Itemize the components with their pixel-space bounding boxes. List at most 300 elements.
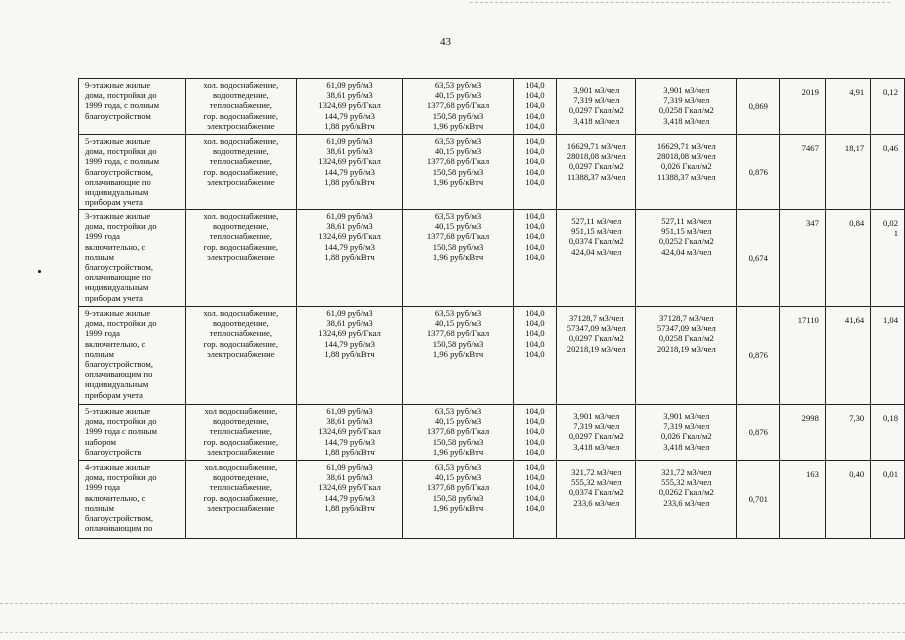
value-2-cell [871, 307, 905, 405]
tariff-indexed-line: 1,96 руб/кВтч [432, 120, 484, 131]
tariff-indexed-line: 40,15 руб/м3 [434, 318, 482, 329]
norm-new-line: 0,026 Гкал/м2 [660, 161, 712, 172]
scan-artifact-bottom [0, 603, 905, 604]
norm-new-line: 28018,08 м3/чел [656, 151, 716, 162]
tariff-indexed-cell [403, 307, 513, 405]
tariff-base-cell [296, 210, 403, 307]
building-description-line: 9-этажные жилые [85, 80, 151, 90]
index-percent-line: 104,0 [525, 482, 545, 493]
tariff-base-cell [296, 135, 403, 210]
building-description-line: 5-этажные жилые [85, 136, 151, 146]
value-1-cell [825, 135, 870, 210]
value-2: 1,04 [882, 315, 898, 325]
table-row [79, 307, 905, 405]
coefficient-cell [737, 461, 780, 539]
norm-new-line: 321,72 м3/чел [661, 467, 712, 477]
norm-new-line: 951,15 м3/чел [661, 226, 712, 237]
building-description-line: 1999 года, с полным [85, 156, 160, 167]
norm-base-cell [557, 135, 636, 210]
coefficient: 0,876 [748, 350, 768, 361]
services-list-line: электроснабжение [207, 251, 275, 262]
norm-base-line: 424,04 м3/чел [571, 246, 622, 257]
index-percent-line: 104,0 [525, 308, 545, 318]
norm-base-line: 3,901 м3/чел [573, 411, 620, 421]
page-number: 43 [440, 36, 451, 48]
tariff-base-cell [296, 307, 403, 405]
building-description-cell [79, 461, 186, 539]
norm-new-line: 3,901 м3/чел [663, 411, 710, 421]
value-1-cell [825, 461, 870, 539]
building-description-line: включительно, с [85, 338, 146, 349]
building-description-line: 3-этажные жилые [85, 211, 151, 221]
index-percent-line: 104,0 [525, 462, 545, 472]
value-1: 41,64 [844, 315, 865, 325]
norm-base-line: 3,418 м3/чел [573, 115, 620, 126]
services-list-line: гор. водоснабжение, [203, 492, 278, 503]
services-list-line: водоотведение, [212, 146, 269, 157]
building-description-cell [79, 307, 186, 405]
tariff-table [78, 78, 905, 539]
tariff-base-line: 61,09 руб/м3 [326, 211, 373, 221]
building-description-line: полным [85, 348, 114, 359]
resident-count-cell [780, 461, 825, 539]
building-description-line: приборам учета [85, 292, 143, 303]
tariff-base-line: 1324,69 руб/Гкал [318, 156, 381, 167]
index-percent-line: 104,0 [525, 176, 545, 187]
tariff-base-line: 1324,69 руб/Гкал [318, 482, 381, 493]
index-percent-line: 104,0 [525, 80, 545, 90]
norm-new-line: 37128,7 м3/чел [658, 313, 714, 323]
resident-count: 17110 [797, 315, 819, 325]
services-list-line: электроснабжение [207, 446, 275, 457]
services-list-line: теплоснабжение, [209, 328, 272, 339]
norm-base-line: 7,319 м3/чел [573, 421, 620, 432]
services-list-line: хол.водоснабжение, [204, 462, 278, 472]
resident-count: 2019 [801, 87, 819, 97]
norm-new-cell [636, 210, 737, 307]
norm-base-cell [557, 307, 636, 405]
index-percent-line: 104,0 [525, 502, 545, 513]
index-percent-line: 104,0 [525, 338, 545, 349]
index-percent-cell [513, 461, 556, 539]
tariff-indexed-line: 1,96 руб/кВтч [432, 446, 484, 457]
services-list-line: гор. водоснабжение, [203, 436, 278, 447]
index-percent-line: 104,0 [525, 318, 545, 329]
tariff-base-line: 1,88 руб/кВтч [324, 120, 375, 131]
services-list-line: водоотведение, [212, 318, 269, 329]
norm-base-cell [557, 461, 636, 539]
services-list-cell [185, 79, 296, 135]
norm-new-line: 7,319 м3/чел [663, 421, 710, 432]
tariff-indexed-line: 40,15 руб/м3 [434, 90, 482, 101]
resident-count: 7467 [801, 143, 819, 153]
tariff-base-line: 144,79 руб/м3 [324, 166, 375, 177]
value-1: 0,84 [849, 218, 865, 228]
tariff-base-line: 61,09 руб/м3 [326, 462, 373, 472]
tariff-indexed-line: 150,58 руб/м3 [432, 436, 484, 447]
building-description-line: 4-этажные жилые [85, 462, 151, 472]
value-1: 18,17 [844, 143, 865, 153]
table-row [79, 210, 905, 307]
value-1-cell [825, 307, 870, 405]
tariff-indexed-line: 150,58 руб/м3 [432, 241, 484, 252]
index-percent-line: 104,0 [525, 90, 545, 101]
tariff-indexed-line: 40,15 руб/м3 [434, 472, 482, 483]
tariff-indexed-line: 40,15 руб/м3 [434, 146, 482, 157]
index-percent-line: 104,0 [525, 100, 545, 111]
table-row [79, 79, 905, 135]
index-percent-line: 104,0 [525, 406, 545, 416]
norm-base-line: 11388,37 м3/чел [566, 171, 626, 182]
tariff-base-line: 1,88 руб/кВтч [324, 176, 375, 187]
building-description-line: 1999 года с полным [85, 426, 157, 437]
resident-count: 347 [805, 218, 819, 228]
value-1-cell [825, 210, 870, 307]
tariff-indexed-line: 63,53 руб/м3 [434, 308, 482, 318]
building-description-line: включительно, с [85, 241, 146, 252]
norm-base-line: 0,0297 Гкал/м2 [568, 105, 624, 116]
norm-new-line: 7,319 м3/чел [663, 95, 710, 106]
norm-new-line: 424,04 м3/чел [661, 246, 712, 257]
norm-base-line: 0,0297 Гкал/м2 [568, 431, 624, 442]
tariff-base-cell [296, 405, 403, 461]
value-2: 0,18 [882, 413, 898, 423]
norm-new-line: 3,418 м3/чел [663, 441, 710, 452]
norm-base-cell [557, 79, 636, 135]
norm-base-line: 20218,19 м3/чел [566, 343, 626, 354]
coefficient: 0,701 [748, 494, 768, 505]
norm-new-line: 0,0252 Гкал/м2 [658, 236, 714, 247]
tariff-base-line: 38,61 руб/м3 [326, 90, 373, 101]
index-percent-line: 104,0 [525, 472, 545, 483]
norm-base-line: 7,319 м3/чел [573, 95, 620, 106]
tariff-base-line: 1,88 руб/кВтч [324, 251, 375, 262]
norm-new-line: 3,901 м3/чел [663, 85, 710, 95]
scan-dot [38, 270, 41, 273]
value-1: 4,91 [849, 87, 865, 97]
value-2-cell [871, 79, 905, 135]
services-list-cell [185, 405, 296, 461]
tariff-base-line: 38,61 руб/м3 [326, 221, 373, 232]
services-list-cell [185, 210, 296, 307]
resident-count-cell [780, 210, 825, 307]
building-description-line: благоустройством, [85, 262, 153, 273]
index-percent-line: 104,0 [525, 416, 545, 427]
norm-new-line: 0,0258 Гкал/м2 [658, 333, 714, 344]
building-description-line: 1999 года [85, 231, 120, 242]
services-list-line: хол. водоснабжение, [203, 80, 279, 90]
building-description-line: оплачивающим по [85, 523, 153, 534]
building-description-line: дома, постройки до [85, 318, 157, 329]
coefficient-cell [737, 135, 780, 210]
tariff-indexed-line: 63,53 руб/м3 [434, 80, 482, 90]
tariff-indexed-line: 40,15 руб/м3 [434, 416, 482, 427]
tariff-indexed-line: 63,53 руб/м3 [434, 462, 482, 472]
building-description-line: оплачивающие по [85, 272, 151, 283]
services-list-cell [185, 307, 296, 405]
tariff-indexed-line: 40,15 руб/м3 [434, 221, 482, 232]
table-row [79, 405, 905, 461]
tariff-base-line: 61,09 руб/м3 [326, 80, 373, 90]
scan-artifact-bottom-2 [0, 632, 905, 633]
tariff-base-line: 38,61 руб/м3 [326, 416, 373, 427]
index-percent-line: 104,0 [525, 166, 545, 177]
norm-new-line: 20218,19 м3/чел [656, 343, 716, 354]
tariff-indexed-line: 1377,68 руб/Гкал [426, 328, 490, 339]
tariff-base-line: 1,88 руб/кВтч [324, 502, 375, 513]
building-description-line: благоустройств [85, 446, 142, 457]
building-description-cell [79, 405, 186, 461]
coefficient: 0,876 [748, 166, 768, 177]
index-percent-line: 104,0 [525, 436, 545, 447]
coefficient-cell [737, 405, 780, 461]
building-description-line: благоустройством, [85, 359, 153, 370]
building-description-line: 9-этажные жилые [85, 308, 151, 318]
table-row [79, 135, 905, 210]
tariff-indexed-cell [403, 79, 513, 135]
building-description-line: благоустройством [85, 110, 151, 121]
resident-count-cell [780, 307, 825, 405]
tariff-base-line: 1324,69 руб/Гкал [318, 328, 381, 339]
norm-base-line: 28018,08 м3/чел [566, 151, 626, 162]
index-percent-line: 104,0 [525, 241, 545, 252]
coefficient-cell [737, 307, 780, 405]
norm-base-line: 527,11 м3/чел [571, 216, 622, 226]
services-list-line: теплоснабжение, [209, 426, 272, 437]
building-description-line: дома, постройки до [85, 221, 157, 232]
norm-base-line: 951,15 м3/чел [571, 226, 622, 237]
tariff-indexed-cell [403, 405, 513, 461]
building-description-line: оплачивающие по [85, 176, 151, 187]
tariff-indexed-line: 1,96 руб/кВтч [432, 251, 484, 262]
tariff-base-line: 38,61 руб/м3 [326, 146, 373, 157]
index-percent-line: 104,0 [525, 136, 545, 146]
tariff-base-line: 144,79 руб/м3 [324, 110, 375, 121]
norm-base-cell [557, 210, 636, 307]
index-percent-line: 104,0 [525, 328, 545, 339]
coefficient-cell [737, 210, 780, 307]
tariff-indexed-line: 1,96 руб/кВтч [432, 176, 484, 187]
index-percent-cell [513, 405, 556, 461]
resident-count: 163 [805, 469, 819, 479]
norm-new-line: 57347,09 м3/чел [656, 323, 716, 334]
services-list-line: электроснабжение [207, 348, 275, 359]
tariff-indexed-line: 150,58 руб/м3 [432, 166, 484, 177]
norm-base-line: 57347,09 м3/чел [566, 323, 626, 334]
tariff-base-line: 38,61 руб/м3 [326, 472, 373, 483]
index-percent-line: 104,0 [525, 146, 545, 157]
norm-new-line: 0,0258 Гкал/м2 [658, 105, 714, 116]
index-percent-line: 104,0 [525, 492, 545, 503]
tariff-indexed-line: 1377,68 руб/Гкал [426, 231, 490, 242]
index-percent-line: 104,0 [525, 348, 545, 359]
tariff-indexed-line: 1377,68 руб/Гкал [426, 100, 490, 111]
building-description-line: приборам учета [85, 197, 143, 208]
resident-count: 2998 [801, 413, 819, 423]
services-list-line: гор. водоснабжение, [203, 338, 278, 349]
norm-new-cell [636, 405, 737, 461]
norm-new-cell [636, 79, 737, 135]
building-description-cell [79, 135, 186, 210]
norm-base-line: 16629,71 м3/чел [566, 141, 626, 151]
index-percent-line: 104,0 [525, 251, 545, 262]
norm-new-cell [636, 461, 737, 539]
services-list-line: хол. водоснабжение, [203, 308, 279, 318]
building-description-line: 1999 года, с полным [85, 100, 160, 111]
building-description-line: индивидуальным [85, 282, 149, 293]
norm-base-line: 3,418 м3/чел [573, 441, 620, 452]
norm-base-cell [557, 405, 636, 461]
index-percent-line: 104,0 [525, 221, 545, 232]
building-description-line: индивидуальным [85, 187, 149, 198]
tariff-base-line: 144,79 руб/м3 [324, 338, 375, 349]
tariff-indexed-line: 1377,68 руб/Гкал [426, 426, 490, 437]
services-list-line: гор. водоснабжение, [203, 166, 278, 177]
resident-count-cell [780, 135, 825, 210]
tariff-base-line: 38,61 руб/м3 [326, 318, 373, 329]
tariff-base-line: 144,79 руб/м3 [324, 241, 375, 252]
value-2: 0,01 [882, 469, 898, 479]
norm-base-line: 321,72 м3/чел [571, 467, 622, 477]
tariff-indexed-cell [403, 210, 513, 307]
building-description-line: полным [85, 502, 114, 513]
tariff-base-line: 1324,69 руб/Гкал [318, 426, 381, 437]
services-list-cell [185, 461, 296, 539]
building-description-line: полным [85, 251, 114, 262]
norm-new-line: 555,32 м3/чел [661, 477, 712, 488]
building-description-line: приборам учета [85, 389, 143, 400]
building-description-line: благоустройством, [85, 513, 153, 524]
value-1-cell [825, 405, 870, 461]
norm-base-line: 0,0374 Гкал/м2 [568, 236, 624, 247]
value-1-cell [825, 79, 870, 135]
norm-base-line: 0,0297 Гкал/м2 [568, 161, 624, 172]
services-list-line: электроснабжение [207, 502, 275, 513]
services-list-line: электроснабжение [207, 176, 275, 187]
services-list-line: водоотведение, [212, 472, 269, 483]
value-2-cell [871, 461, 905, 539]
building-description-cell [79, 210, 186, 307]
value-1: 0,40 [849, 469, 865, 479]
building-description-line: набором [85, 436, 116, 447]
tariff-indexed-line: 1,96 руб/кВтч [432, 348, 484, 359]
norm-base-line: 0,0297 Гкал/м2 [568, 333, 624, 344]
services-list-line: водоотведение, [212, 90, 269, 101]
services-list-line: хол. водоснабжение, [203, 136, 279, 146]
resident-count-cell [780, 405, 825, 461]
tariff-base-line: 1324,69 руб/Гкал [318, 100, 381, 111]
index-percent-line: 104,0 [525, 110, 545, 121]
tariff-base-line: 1,88 руб/кВтч [324, 446, 375, 457]
norm-new-line: 0,026 Гкал/м2 [660, 431, 712, 442]
value-2: 0,12 [882, 87, 898, 97]
building-description-line: благоустройством, [85, 166, 153, 177]
services-list-line: хол. водоснабжение, [203, 211, 279, 221]
services-list-line: водоотведение, [212, 221, 269, 232]
norm-new-line: 527,11 м3/чел [661, 216, 712, 226]
norm-base-line: 233,6 м3/чел [573, 497, 620, 508]
tariff-indexed-cell [403, 135, 513, 210]
index-percent-cell [513, 135, 556, 210]
tariff-base-line: 144,79 руб/м3 [324, 436, 375, 447]
tariff-base-cell [296, 461, 403, 539]
index-percent-cell [513, 210, 556, 307]
index-percent-line: 104,0 [525, 120, 545, 131]
services-list-line: водоотведение, [212, 416, 269, 427]
norm-new-line: 233,6 м3/чел [663, 497, 710, 508]
tariff-base-line: 61,09 руб/м3 [326, 308, 373, 318]
tariff-indexed-line: 150,58 руб/м3 [432, 110, 484, 121]
norm-base-line: 0,0374 Гкал/м2 [568, 487, 624, 498]
tariff-indexed-cell [403, 461, 513, 539]
norm-new-cell [636, 135, 737, 210]
norm-base-line: 3,901 м3/чел [573, 85, 620, 95]
coefficient: 0,876 [748, 427, 768, 438]
tariff-base-line: 1,88 руб/кВтч [324, 348, 375, 359]
services-list-line: гор. водоснабжение, [203, 241, 278, 252]
coefficient-cell [737, 79, 780, 135]
building-description-cell [79, 79, 186, 135]
tariff-indexed-line: 150,58 руб/м3 [432, 492, 484, 503]
value-2-cell [871, 135, 905, 210]
value-2-cell [871, 210, 905, 307]
resident-count-cell [780, 79, 825, 135]
building-description-line: дома, постройки до [85, 416, 157, 427]
index-percent-line: 104,0 [525, 446, 545, 457]
norm-new-line: 16629,71 м3/чел [656, 141, 716, 151]
index-percent-line: 104,0 [525, 231, 545, 242]
building-description-line: 5-этажные жилые [85, 406, 151, 416]
index-percent-line: 104,0 [525, 426, 545, 437]
building-description-line: дома, постройки до [85, 146, 157, 157]
value-2: 0,02 1 [882, 218, 898, 239]
tariff-indexed-line: 150,58 руб/м3 [432, 338, 484, 349]
norm-base-line: 37128,7 м3/чел [568, 313, 624, 323]
norm-new-line: 3,418 м3/чел [663, 115, 710, 126]
scan-artifact-top [470, 2, 890, 3]
index-percent-cell [513, 307, 556, 405]
norm-new-line: 0,0262 Гкал/м2 [658, 487, 714, 498]
value-2-cell [871, 405, 905, 461]
tariff-indexed-line: 1377,68 руб/Гкал [426, 482, 490, 493]
norm-new-cell [636, 307, 737, 405]
services-list-line: теплоснабжение, [209, 100, 272, 111]
services-list-line: хол водоснабжение, [204, 406, 278, 416]
services-list-line: теплоснабжение, [209, 156, 272, 167]
tariff-base-line: 61,09 руб/м3 [326, 136, 373, 146]
services-list-line: теплоснабжение, [209, 231, 272, 242]
tariff-indexed-line: 63,53 руб/м3 [434, 136, 482, 146]
tariff-base-line: 1324,69 руб/Гкал [318, 231, 381, 242]
table-row [79, 461, 905, 539]
services-list-line: гор. водоснабжение, [203, 110, 278, 121]
tariff-base-line: 144,79 руб/м3 [324, 492, 375, 503]
building-description-line: дома, постройки до [85, 90, 157, 101]
norm-new-line: 11388,37 м3/чел [656, 171, 716, 182]
coefficient: 0,869 [748, 101, 768, 112]
tariff-base-line: 61,09 руб/м3 [326, 406, 373, 416]
tariff-indexed-line: 63,53 руб/м3 [434, 406, 482, 416]
value-2: 0,46 [882, 143, 898, 153]
tariff-indexed-line: 63,53 руб/м3 [434, 211, 482, 221]
building-description-line: оплачивающим по [85, 369, 153, 380]
services-list-line: теплоснабжение, [209, 482, 272, 493]
building-description-line: 1999 года [85, 482, 120, 493]
tariff-indexed-line: 1377,68 руб/Гкал [426, 156, 490, 167]
index-percent-line: 104,0 [525, 156, 545, 167]
index-percent-line: 104,0 [525, 211, 545, 221]
index-percent-cell [513, 79, 556, 135]
